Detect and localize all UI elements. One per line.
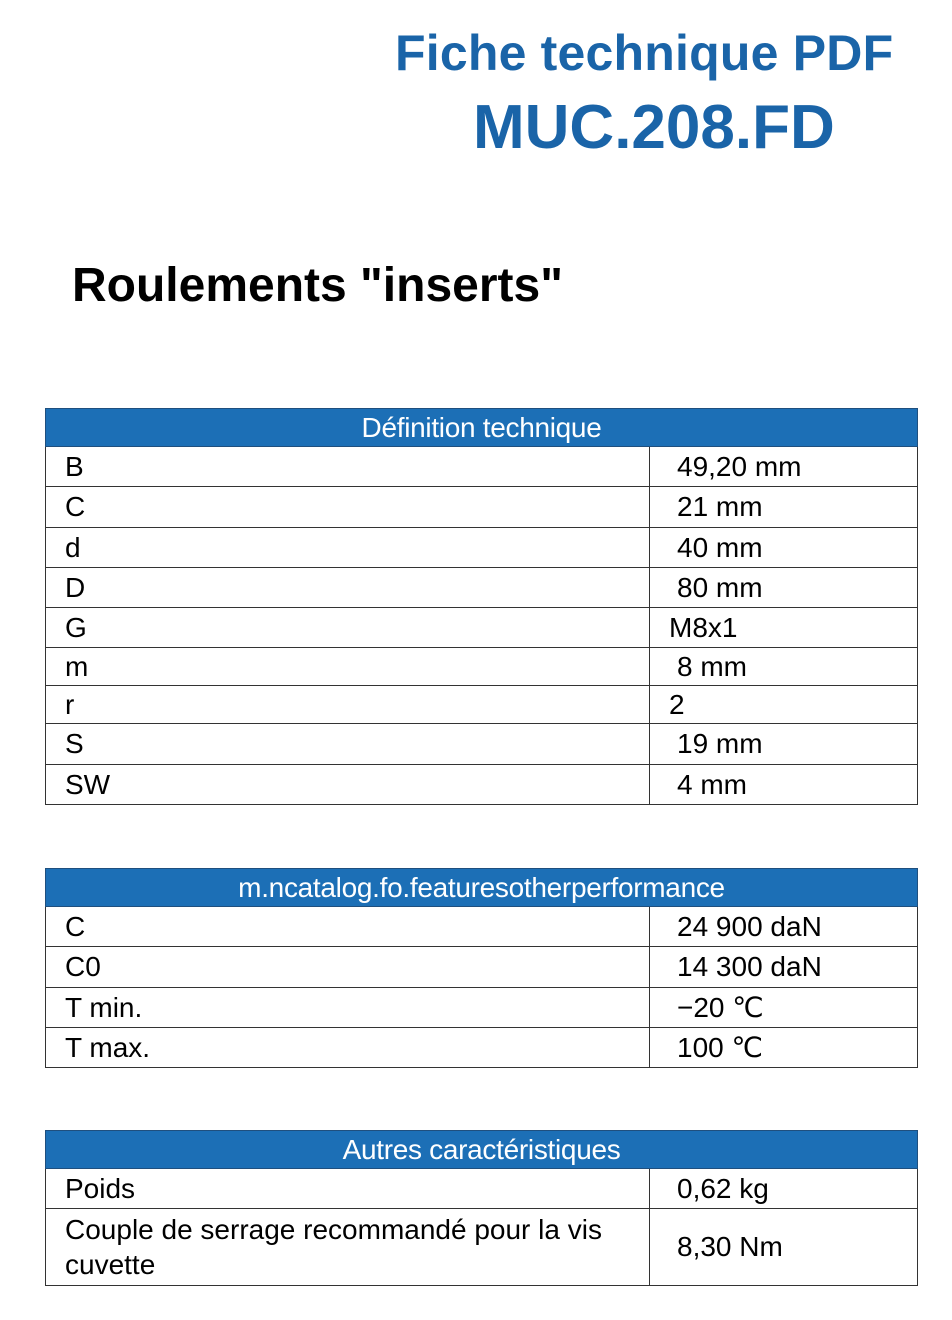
row-label: r	[46, 686, 650, 724]
table-row	[46, 947, 918, 988]
table-row	[46, 528, 918, 568]
row-value: 14 300 daN	[650, 947, 918, 988]
row-value: 2	[650, 686, 918, 724]
row-label: D	[46, 568, 650, 608]
performance-table	[45, 868, 918, 1068]
table-row	[46, 765, 918, 805]
table-row	[46, 686, 918, 724]
row-value: 8,30 Nm	[650, 1209, 918, 1286]
row-label: B	[46, 447, 650, 487]
table-row	[46, 1209, 918, 1286]
row-value: 4 mm	[650, 765, 918, 805]
row-value: 40 mm	[650, 528, 918, 568]
row-value: M8x1	[650, 608, 918, 648]
table-row	[46, 447, 918, 487]
table-header: Définition technique	[46, 409, 918, 447]
table-row	[46, 487, 918, 528]
product-category-heading: Roulements "inserts"	[72, 259, 563, 312]
table-row	[46, 568, 918, 608]
table-row	[46, 1169, 918, 1209]
row-label: G	[46, 608, 650, 648]
row-value: 49,20 mm	[650, 447, 918, 487]
row-label: C0	[46, 947, 650, 988]
row-label: m	[46, 648, 650, 686]
table-row	[46, 907, 918, 947]
row-value: 24 900 daN	[650, 907, 918, 947]
table-row	[46, 1028, 918, 1068]
technical-definition-table	[45, 408, 918, 805]
row-value: 100 ℃	[650, 1028, 918, 1068]
table-row	[46, 988, 918, 1028]
table-row	[46, 724, 918, 765]
table-header: Autres caractéristiques	[46, 1131, 918, 1169]
row-label: C	[46, 487, 650, 528]
row-value: 80 mm	[650, 568, 918, 608]
row-value: 21 mm	[650, 487, 918, 528]
row-label: SW	[46, 765, 650, 805]
row-value: −20 ℃	[650, 988, 918, 1028]
table-row	[46, 648, 918, 686]
row-label: C	[46, 907, 650, 947]
row-label: Couple de serrage recommandé pour la vis cuvette	[46, 1209, 650, 1286]
table-header: m.ncatalog.fo.featuresotherperformance	[46, 869, 918, 907]
row-label: d	[46, 528, 650, 568]
other-characteristics-table	[45, 1130, 918, 1286]
row-label: S	[46, 724, 650, 765]
row-value: 19 mm	[650, 724, 918, 765]
document-title: Fiche technique PDF	[395, 25, 894, 81]
row-label: T min.	[46, 988, 650, 1028]
row-label: T max.	[46, 1028, 650, 1068]
table-row	[46, 608, 918, 648]
row-value: 8 mm	[650, 648, 918, 686]
row-label: Poids	[46, 1169, 650, 1209]
row-value: 0,62 kg	[650, 1169, 918, 1209]
product-reference: MUC.208.FD	[473, 93, 835, 162]
